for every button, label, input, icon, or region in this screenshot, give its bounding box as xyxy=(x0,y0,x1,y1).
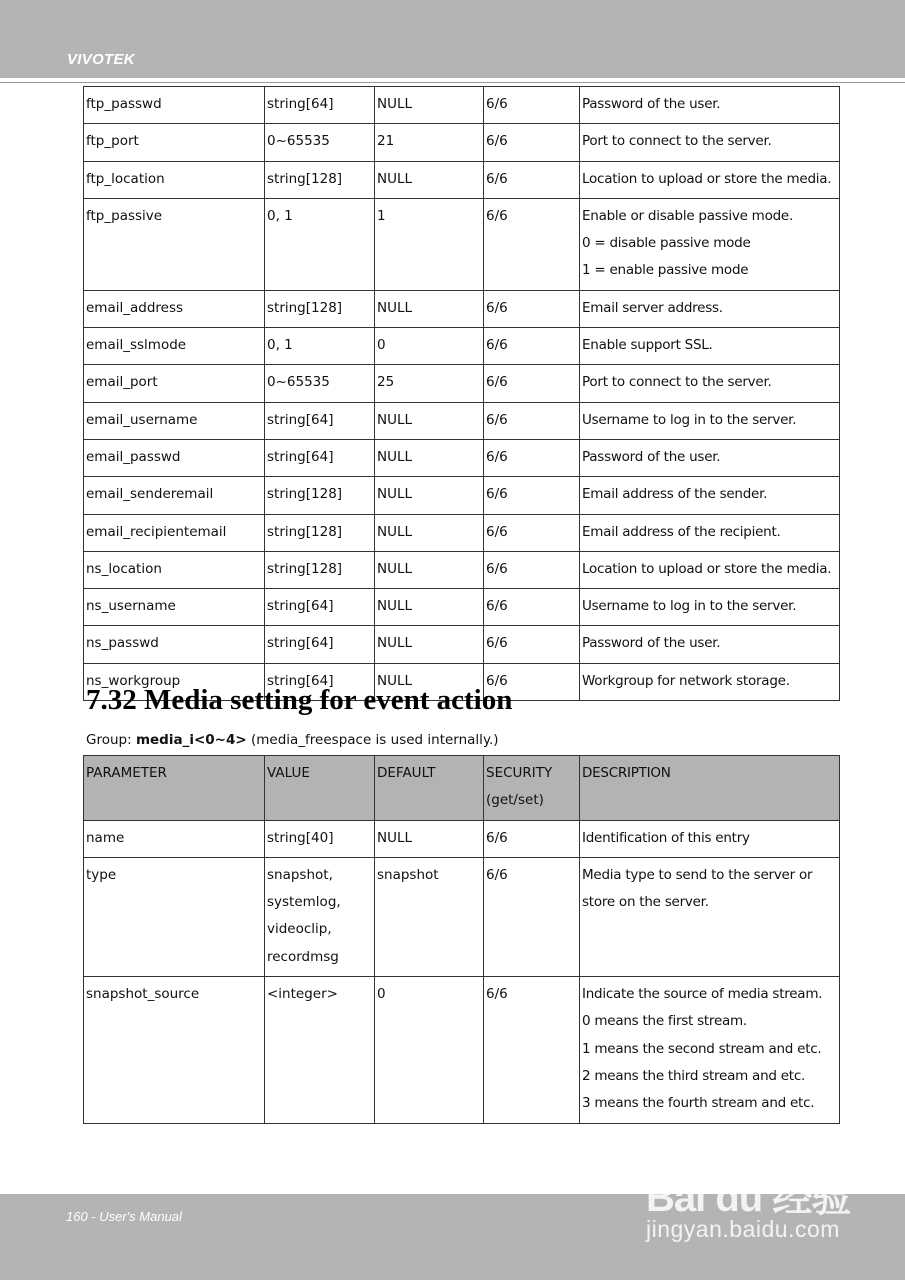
table-row xyxy=(84,514,840,551)
param-cell: email_username xyxy=(84,402,265,439)
security-cell xyxy=(484,514,580,551)
group-prefix: Group: xyxy=(86,732,136,748)
value-cell xyxy=(265,857,375,976)
value-cell-line: 0, 1 xyxy=(267,207,293,224)
param-cell: snapshot_source xyxy=(84,977,265,1123)
description-cell xyxy=(580,857,840,976)
security-cell xyxy=(484,87,580,124)
page-header xyxy=(0,0,905,78)
header-security xyxy=(484,756,580,821)
default-cell: NULL xyxy=(375,663,484,700)
description-cell-line: Email address of the sender. xyxy=(582,486,768,503)
description-cell xyxy=(580,198,840,290)
value-cell xyxy=(265,820,375,857)
value-cell xyxy=(265,198,375,290)
table-header-row xyxy=(84,756,840,821)
value-cell xyxy=(265,290,375,327)
description-cell xyxy=(580,477,840,514)
watermark-logo-text: Bai du 经验 xyxy=(646,1176,851,1220)
default-cell: NULL xyxy=(375,290,484,327)
value-cell xyxy=(265,977,375,1123)
default-cell: NULL xyxy=(375,626,484,663)
header-divider xyxy=(0,82,905,83)
security-cell-line: 6/6 xyxy=(486,866,508,883)
description-cell-line: Enable support SSL. xyxy=(582,337,713,354)
description-cell xyxy=(580,161,840,198)
value-cell xyxy=(265,626,375,663)
header-default: DEFAULT xyxy=(375,756,484,821)
security-cell xyxy=(484,589,580,626)
group-suffix: (media_freespace is used internally.) xyxy=(246,732,499,748)
default-cell: NULL xyxy=(375,589,484,626)
table-row xyxy=(84,328,840,365)
value-cell-line: snapshot, xyxy=(267,866,333,883)
table-row xyxy=(84,439,840,476)
description-cell xyxy=(580,551,840,588)
param-cell: name xyxy=(84,820,265,857)
description-cell xyxy=(580,977,840,1123)
table-row xyxy=(84,857,840,976)
table-row xyxy=(84,161,840,198)
description-cell xyxy=(580,514,840,551)
table-row xyxy=(84,87,840,124)
security-cell-line: 6/6 xyxy=(486,96,508,112)
value-cell-line: string[64] xyxy=(267,598,334,615)
description-cell-line: Workgroup for network storage. xyxy=(582,672,790,689)
value-cell-line: 0~65535 xyxy=(267,133,330,150)
value-cell-line: string[128] xyxy=(267,170,343,187)
default-cell: NULL xyxy=(375,161,484,198)
security-cell xyxy=(484,857,580,976)
media-parameter-table xyxy=(83,755,840,1124)
value-cell-line: videoclip, xyxy=(267,921,332,938)
param-cell: ftp_passwd xyxy=(84,87,265,124)
param-cell: email_senderemail xyxy=(84,477,265,514)
security-cell xyxy=(484,365,580,402)
value-cell-line: string[64] xyxy=(267,411,334,428)
value-cell xyxy=(265,477,375,514)
security-cell-line: 6/6 xyxy=(486,207,508,224)
table-row xyxy=(84,365,840,402)
security-cell xyxy=(484,977,580,1123)
description-cell-line: Password of the user. xyxy=(582,96,721,112)
security-cell-line: 6/6 xyxy=(486,829,508,846)
value-cell-line: systemlog, xyxy=(267,894,341,911)
security-cell xyxy=(484,161,580,198)
security-cell-line: 6/6 xyxy=(486,986,508,1003)
parameter-table-continued xyxy=(83,86,840,701)
table-row xyxy=(84,124,840,161)
description-cell-line: Port to connect to the server. xyxy=(582,133,772,150)
security-cell xyxy=(484,551,580,588)
param-cell: ftp_passive xyxy=(84,198,265,290)
default-cell: NULL xyxy=(375,551,484,588)
value-cell xyxy=(265,161,375,198)
description-cell xyxy=(580,663,840,700)
security-cell xyxy=(484,328,580,365)
description-cell-line: Indicate the source of media stream. xyxy=(582,986,823,1003)
value-cell xyxy=(265,87,375,124)
header-parameter: PARAMETER xyxy=(84,756,265,821)
value-cell-line: string[64] xyxy=(267,672,334,689)
param-cell: email_port xyxy=(84,365,265,402)
param-cell: email_recipientemail xyxy=(84,514,265,551)
value-cell-line: string[40] xyxy=(267,829,334,846)
param-cell: ns_username xyxy=(84,589,265,626)
description-cell-line: Location to upload or store the media. xyxy=(582,560,832,577)
description-cell xyxy=(580,402,840,439)
description-cell-line: 2 means the third stream and etc. xyxy=(582,1067,806,1084)
description-cell xyxy=(580,439,840,476)
value-cell-line: string[128] xyxy=(267,523,343,540)
table-row xyxy=(84,977,840,1123)
param-cell: ns_location xyxy=(84,551,265,588)
description-cell-line: Identification of this entry xyxy=(582,829,750,846)
watermark-url: jingyan.baidu.com xyxy=(646,1216,840,1242)
table-row xyxy=(84,477,840,514)
brand-logo: VIVOTEK xyxy=(67,51,135,68)
security-cell-line: 6/6 xyxy=(486,448,508,465)
description-cell-line: Email address of the recipient. xyxy=(582,523,781,540)
security-cell-line: 6/6 xyxy=(486,560,508,577)
table-row xyxy=(84,626,840,663)
default-cell: NULL xyxy=(375,820,484,857)
security-cell xyxy=(484,198,580,290)
table-row xyxy=(84,820,840,857)
description-cell xyxy=(580,820,840,857)
description-cell-line: Password of the user. xyxy=(582,635,721,652)
default-cell: NULL xyxy=(375,477,484,514)
value-cell xyxy=(265,402,375,439)
value-cell xyxy=(265,439,375,476)
security-cell-line: 6/6 xyxy=(486,133,508,150)
value-cell xyxy=(265,124,375,161)
header-description: DESCRIPTION xyxy=(580,756,840,821)
param-cell: ftp_port xyxy=(84,124,265,161)
header-security-line: (get/set) xyxy=(486,792,544,809)
param-cell: ns_workgroup xyxy=(84,663,265,700)
param-cell: email_address xyxy=(84,290,265,327)
description-cell-line: store on the server. xyxy=(582,894,709,911)
value-cell xyxy=(265,328,375,365)
description-cell-line: Enable or disable passive mode. xyxy=(582,207,793,224)
description-cell-line: Port to connect to the server. xyxy=(582,374,772,391)
security-cell xyxy=(484,820,580,857)
value-cell-line: string[128] xyxy=(267,486,343,503)
group-line xyxy=(86,732,499,748)
param-cell: email_sslmode xyxy=(84,328,265,365)
description-cell xyxy=(580,589,840,626)
header-security-line: SECURITY xyxy=(486,765,553,781)
security-cell-line: 6/6 xyxy=(486,598,508,615)
default-cell: snapshot xyxy=(375,857,484,976)
table-row xyxy=(84,402,840,439)
section-title: 7.32 Media setting for event action xyxy=(86,684,513,716)
description-cell xyxy=(580,328,840,365)
description-cell xyxy=(580,87,840,124)
security-cell xyxy=(484,626,580,663)
table-row xyxy=(84,290,840,327)
default-cell: 1 xyxy=(375,198,484,290)
value-cell-line: string[128] xyxy=(267,560,343,577)
default-cell: NULL xyxy=(375,514,484,551)
description-cell-line: Location to upload or store the media. xyxy=(582,170,832,187)
description-cell xyxy=(580,290,840,327)
description-cell-line: Username to log in to the server. xyxy=(582,598,797,615)
param-cell: ns_passwd xyxy=(84,626,265,663)
security-cell xyxy=(484,290,580,327)
value-cell-line: string[64] xyxy=(267,635,334,652)
description-cell-line: 3 means the fourth stream and etc. xyxy=(582,1095,815,1112)
default-cell: 25 xyxy=(375,365,484,402)
value-cell xyxy=(265,365,375,402)
security-cell xyxy=(484,477,580,514)
default-cell: NULL xyxy=(375,439,484,476)
default-cell: 0 xyxy=(375,328,484,365)
description-cell-line: 0 means the first stream. xyxy=(582,1013,747,1030)
param-cell: email_passwd xyxy=(84,439,265,476)
group-name: media_i<0~4> xyxy=(135,732,247,748)
security-cell-line: 6/6 xyxy=(486,170,508,187)
value-cell-line: string[64] xyxy=(267,96,334,112)
security-cell xyxy=(484,402,580,439)
value-cell-line: <integer> xyxy=(267,986,338,1003)
param-cell: ftp_location xyxy=(84,161,265,198)
value-cell xyxy=(265,514,375,551)
security-cell-line: 6/6 xyxy=(486,337,508,354)
value-cell-line: recordmsg xyxy=(267,948,339,965)
value-cell-line: 0, 1 xyxy=(267,337,293,354)
value-cell xyxy=(265,551,375,588)
table-row xyxy=(84,551,840,588)
table-row xyxy=(84,589,840,626)
value-cell-line: string[64] xyxy=(267,448,334,465)
description-cell-line: Media type to send to the server or xyxy=(582,866,813,883)
value-cell-line: 0~65535 xyxy=(267,374,330,391)
security-cell xyxy=(484,439,580,476)
default-cell: 21 xyxy=(375,124,484,161)
description-cell xyxy=(580,365,840,402)
header-value: VALUE xyxy=(265,756,375,821)
description-cell-line: Username to log in to the server. xyxy=(582,411,797,428)
table-row xyxy=(84,198,840,290)
baidu-watermark xyxy=(640,1140,860,1250)
param-cell: type xyxy=(84,857,265,976)
security-cell-line: 6/6 xyxy=(486,635,508,652)
security-cell-line: 6/6 xyxy=(486,672,508,689)
security-cell-line: 6/6 xyxy=(486,299,508,316)
value-cell-line: string[128] xyxy=(267,299,343,316)
page-number: 160 - User's Manual xyxy=(66,1209,182,1224)
security-cell-line: 6/6 xyxy=(486,523,508,540)
default-cell: NULL xyxy=(375,87,484,124)
default-cell: NULL xyxy=(375,402,484,439)
description-cell xyxy=(580,124,840,161)
security-cell-line: 6/6 xyxy=(486,374,508,391)
description-cell xyxy=(580,626,840,663)
value-cell xyxy=(265,589,375,626)
description-cell-line: 1 = enable passive mode xyxy=(582,262,749,279)
default-cell: 0 xyxy=(375,977,484,1123)
security-cell-line: 6/6 xyxy=(486,411,508,428)
description-cell-line: Email server address. xyxy=(582,299,723,316)
description-cell-line: Password of the user. xyxy=(582,448,721,465)
description-cell-line: 0 = disable passive mode xyxy=(582,235,751,252)
description-cell-line: 1 means the second stream and etc. xyxy=(582,1040,822,1057)
security-cell-line: 6/6 xyxy=(486,486,508,503)
security-cell xyxy=(484,124,580,161)
